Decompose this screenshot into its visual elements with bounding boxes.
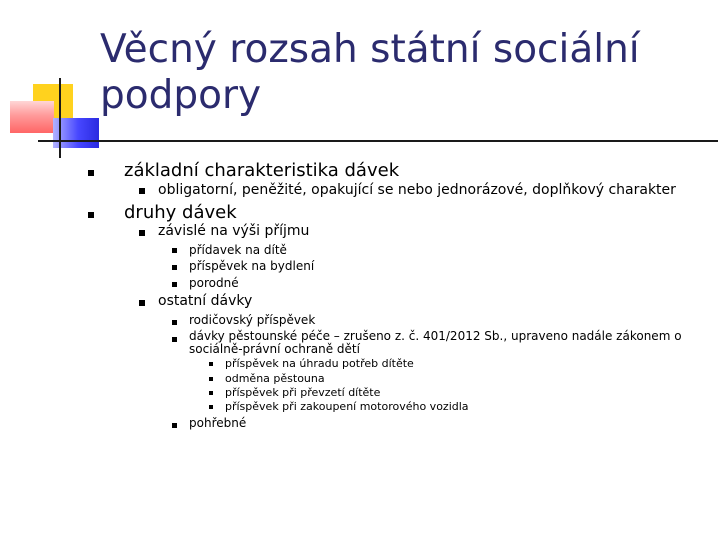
title-underline xyxy=(38,140,718,142)
list-item-foster-care: dávky pěstounské péče – zrušeno z. č. 401/2012 Sb., upraveno nadále zákonem o sociálně-právní ochraně dětí xyxy=(189,329,682,356)
list-item-child-needs-contribution: příspěvek na úhradu potřeb dítěte xyxy=(225,357,414,370)
bullet-icon xyxy=(88,170,94,176)
list-item-other-benefits: ostatní dávky xyxy=(158,293,253,309)
list-item-funeral-benefit: pohřebné xyxy=(189,416,247,430)
list-item-income-dependent: závislé na výši příjmu xyxy=(158,223,310,239)
bullet-icon xyxy=(209,377,213,381)
decor-vertical-line xyxy=(59,78,61,158)
list-item-maternity-grant: porodné xyxy=(189,276,239,290)
bullet-icon xyxy=(139,230,145,236)
list-item-child-takeover-contribution: příspěvek při převzetí dítěte xyxy=(225,386,381,399)
list-item-child-allowance: přídavek na dítě xyxy=(189,243,287,257)
list-item-benefit-types: druhy dávek xyxy=(124,202,237,223)
list-item-parental-allowance: rodičovský příspěvek xyxy=(189,313,316,327)
bullet-icon xyxy=(209,391,213,395)
bullet-icon xyxy=(139,300,145,306)
bullet-icon xyxy=(88,212,94,218)
bullet-icon xyxy=(172,282,177,287)
list-item-basic-characteristics: základní charakteristika dávek xyxy=(124,160,400,181)
list-item-housing-allowance: příspěvek na bydlení xyxy=(189,259,315,273)
bullet-icon xyxy=(172,337,177,342)
bullet-icon xyxy=(172,248,177,253)
bullet-icon xyxy=(139,188,145,194)
list-item-vehicle-purchase-contribution: příspěvek při zakoupení motorového vozidla xyxy=(225,400,469,413)
slide-title: Věcný rozsah státní sociální podpory xyxy=(100,27,640,118)
bullet-icon xyxy=(209,362,213,366)
list-item-obligatory: obligatorní, peněžité, opakující se nebo jednorázové, doplňkový charakter xyxy=(158,182,676,198)
bullet-icon xyxy=(172,423,177,428)
list-item-foster-parent-reward: odměna pěstouna xyxy=(225,372,325,385)
bullet-icon xyxy=(209,405,213,409)
bullet-icon xyxy=(172,320,177,325)
bullet-icon xyxy=(172,265,177,270)
decor-red-square xyxy=(10,101,54,133)
